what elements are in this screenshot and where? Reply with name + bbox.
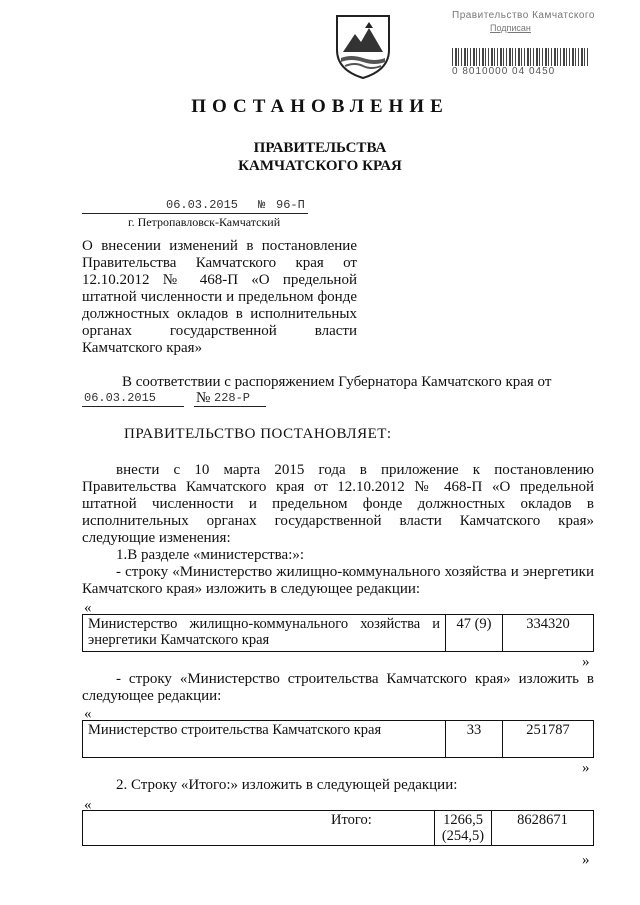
coat-of-arms-icon (331, 12, 395, 80)
total-count-line2: (254,5) (441, 828, 485, 844)
gov-line1: ПРАВИТЕЛЬСТВА (253, 140, 387, 156)
table-cell-name: Министерство жилищно-коммунального хозяйства и энергетики Камчатского края (83, 615, 446, 652)
preamble-date: 06.03.2015 (84, 391, 157, 405)
table-row (83, 811, 594, 846)
open-quote-1: « (84, 600, 92, 616)
table-total (82, 810, 594, 846)
date-underline (82, 213, 308, 214)
close-quote-1: » (582, 654, 590, 670)
preamble-number-label: № (196, 390, 211, 406)
preamble-date-line (82, 406, 184, 407)
resolves-heading: ПРАВИТЕЛЬСТВО ПОСТАНОВЛЯЕТ: (124, 426, 392, 442)
table-cell-fund: 8628671 (492, 811, 594, 846)
gov-line2: КАМЧАТСКОГО КРАЯ (238, 158, 402, 174)
open-quote-3: « (84, 797, 92, 813)
body-intro: внести с 10 марта 2015 года в приложение к постановлению Правительства Камчатского края от 12.10.2012 № 468-П «О предельной штатной численности и предельном фонде должностных окладов в исполнительных органах государственной власти Камчатского края» следующие изменения: (82, 462, 594, 546)
table-cell-fund: 251787 (503, 721, 594, 758)
doc-date: 06.03.2015 (166, 198, 239, 212)
item-1a: - строку «Министерство жилищно-коммунального хозяйства и энергетики Камчатского края» изложить в следующее редакции: (82, 564, 594, 597)
close-quote-3: » (582, 852, 590, 868)
preamble-number-line (194, 406, 266, 407)
doc-number: 96-П (276, 198, 305, 212)
barcode-number: 0 8010000 04 0450 (452, 66, 556, 77)
table-cell-count: 47 (9) (446, 615, 503, 652)
preamble-text: В соответствии с распоряжением Губернатора Камчатского края от (122, 374, 552, 390)
stamp-line2: Подписан (490, 23, 531, 33)
table-construction (82, 720, 594, 758)
table-cell-fund: 334320 (503, 615, 594, 652)
stamp-line1: Правительство Камчатского (452, 10, 595, 21)
document-title: ПОСТАНОВЛЕНИЕ (191, 96, 449, 117)
city: г. Петропавловск-Камчатский (128, 215, 281, 229)
registration-stamp (452, 10, 602, 78)
preamble-number: 228-Р (214, 391, 251, 405)
table-row (83, 615, 594, 652)
subject-block: О внесении изменений в постановление Правительства Камчатского края от 12.10.2012 № 468-П «О предельной штатной численности и предельном фонде должностных окладов в исполнительных органах государственной власти Камчатского края» (82, 238, 357, 356)
item-1: 1.В разделе «министерства:»: (116, 547, 305, 563)
table-housing (82, 614, 594, 652)
table-cell-count (435, 811, 492, 846)
table-cell-count: 33 (446, 721, 503, 758)
item-1b: - строку «Министерство строительства Камчатского края» изложить в следующее редакции: (82, 671, 594, 704)
table-row (83, 721, 594, 758)
total-count-line1: 1266,5 (443, 812, 483, 828)
government-name (0, 139, 640, 175)
table-cell-name: Министерство строительства Камчатского края (83, 721, 446, 758)
open-quote-2: « (84, 706, 92, 722)
barcode-icon (452, 48, 590, 66)
table-cell-name: Итого: (83, 811, 435, 846)
doc-number-label: № (258, 198, 266, 212)
close-quote-2: » (582, 760, 590, 776)
item-2: 2. Строку «Итого:» изложить в следующей редакции: (116, 777, 458, 793)
